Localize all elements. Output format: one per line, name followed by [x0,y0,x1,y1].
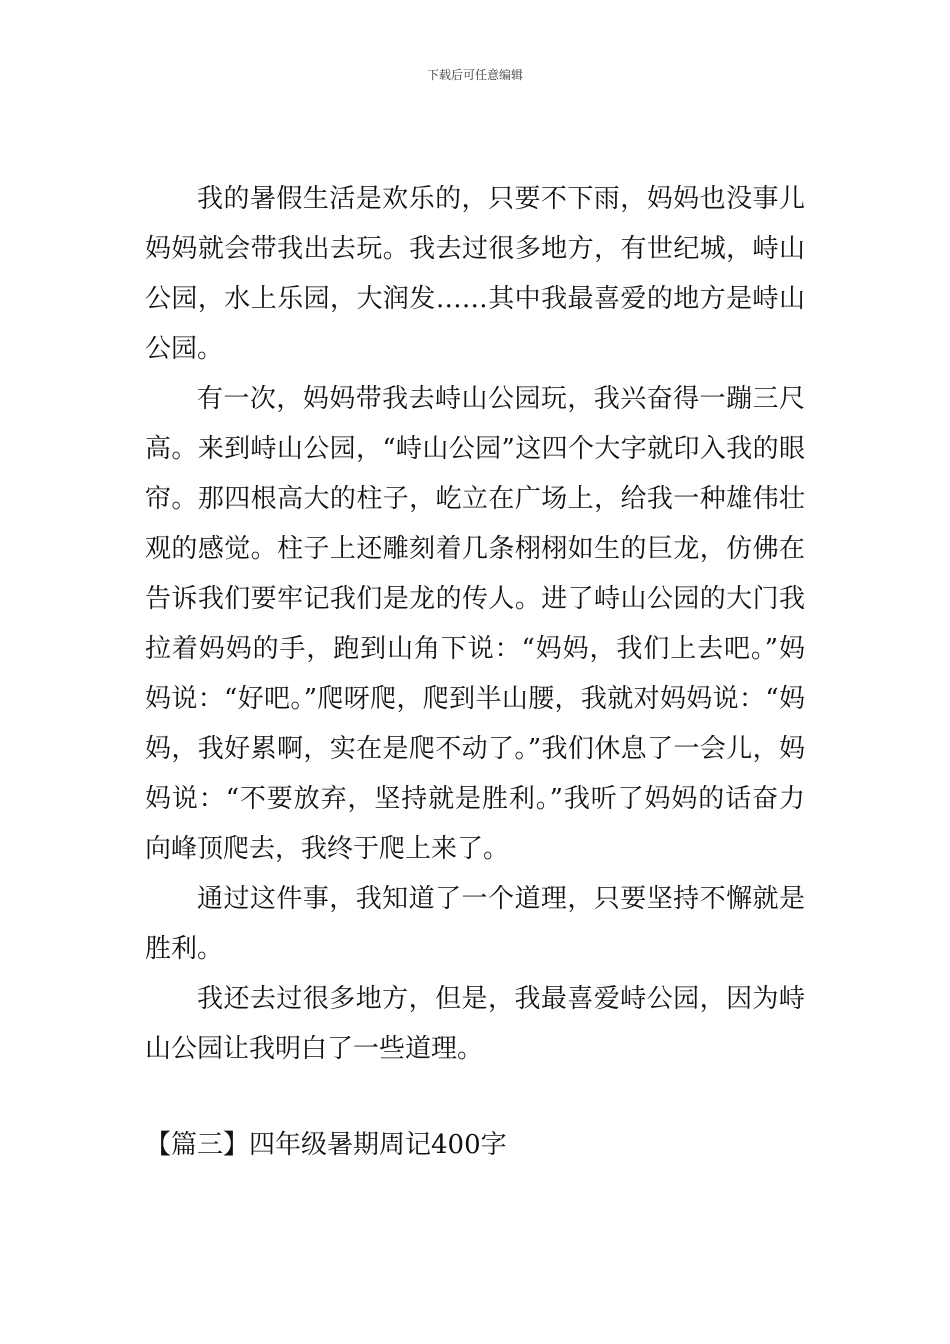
essay-body [145,174,805,1074]
page-header-note: 下载后可任意编辑 [426,68,523,82]
paragraph-3: 通过这件事，我知道了一个道理，只要坚持不懈就是胜利。 [145,884,805,964]
section-title: 【篇三】四年级暑期周记400字 [145,1130,507,1160]
paragraph-4: 我还去过很多地方，但是，我最喜爱峙公园，因为峙山公园让我明白了一些道理。 [145,984,805,1064]
paragraph-2: 有一次，妈妈带我去峙山公园玩，我兴奋得一蹦三尺高。来到峙山公园，“峙山公园”这四个大字就印入我的眼帘。那四根高大的柱子，屹立在广场上，给我一种雄伟壮观的感觉。柱子上还雕刻着几条栩栩如生的巨龙，仿佛在告诉我们要牢记我们是龙的传人。进了峙山公园的大门我拉着妈妈的手，跑到山角下说：“妈妈，我们上去吧。”妈妈说：“好吧。”爬呀爬，爬到半山腰，我就对妈妈说：“妈妈，我好累啊，实在是爬不动了。”我们休息了一会儿，妈妈说：“不要放弃，坚持就是胜利。”我听了妈妈的话奋力向峰顶爬去，我终于爬上来了。 [145,384,805,864]
paragraph-1: 我的暑假生活是欢乐的，只要不下雨，妈妈也没事儿妈妈就会带我出去玩。我去过很多地方，有世纪城，峙山公园，水上乐园，大润发……其中我最喜爱的地方是峙山公园。 [145,184,805,364]
